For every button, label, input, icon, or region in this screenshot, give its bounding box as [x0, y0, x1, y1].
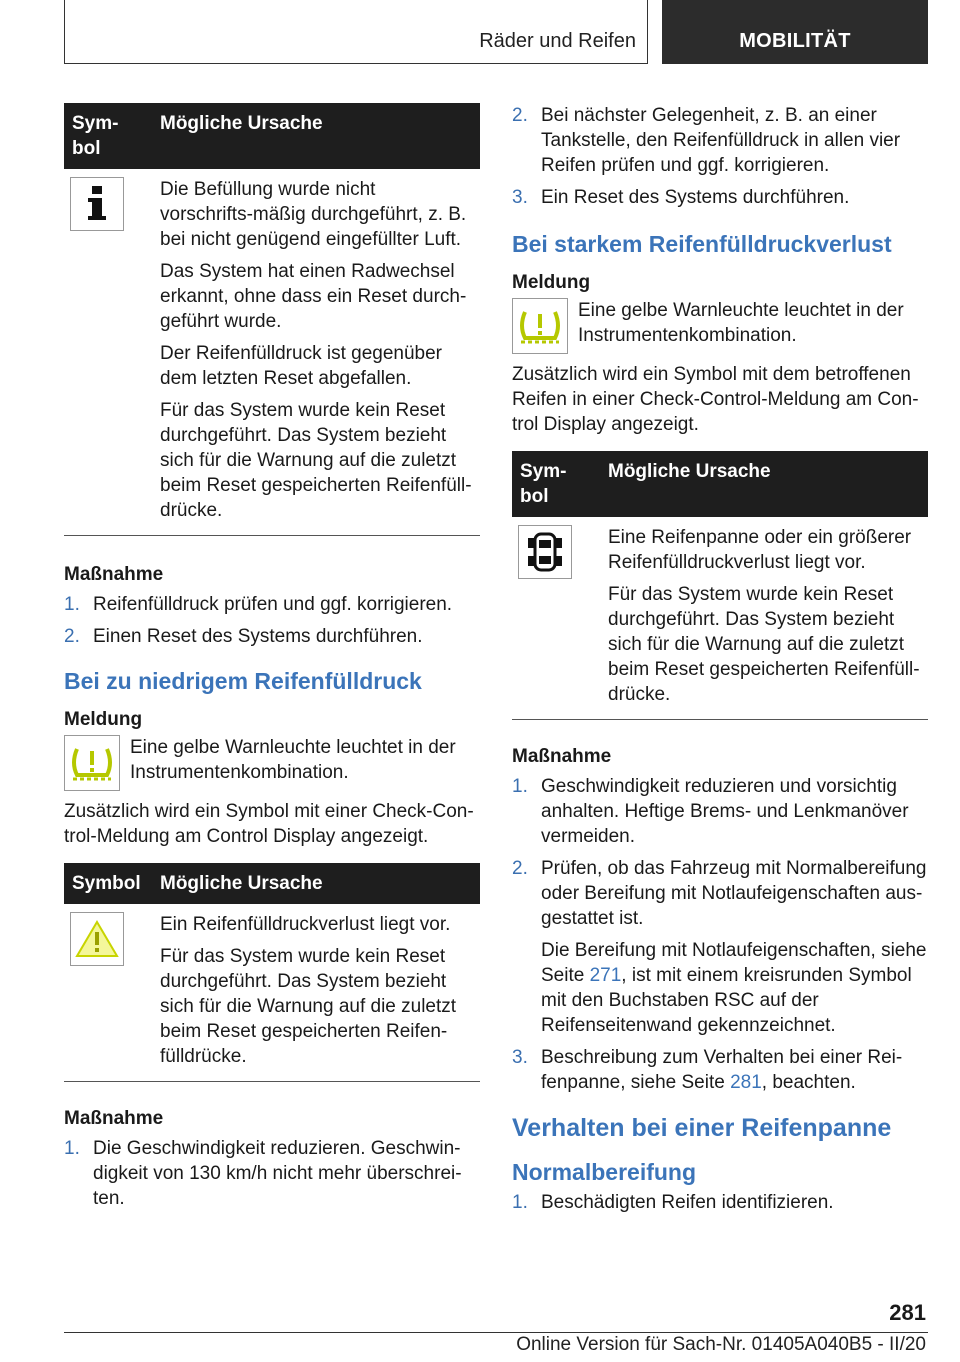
measure-list — [64, 1136, 480, 1211]
table-row — [512, 517, 928, 720]
message-extra: Zusätzlich wird ein Symbol mit einer Check-Con-trol-Meldung am Control Display angezeigt. — [64, 801, 474, 847]
cause-text: Für das System wurde kein Reset durchgeführt. Das System bezieht sich für die Warnung auf die zuletzt beim Reset gespeicherten Reifenfüll-drücke. — [160, 400, 472, 521]
message-extra: Zusätzlich wird ein Symbol mit dem betroffenen Reifen in einer Check-Control-Meldung am Con-trol Display angezeigt. — [512, 364, 919, 435]
table-header-symbol: Sym- bol — [64, 103, 152, 169]
chapter-tab[interactable]: MOBILITÄT — [662, 0, 928, 64]
page-number: 281 — [889, 1300, 926, 1325]
cause-table-1 — [64, 103, 480, 536]
message-title: Meldung — [64, 709, 143, 730]
list-item: 2. Prüfen, ob das Fahrzeug mit Normalbereifung oder Bereifung mit Notlaufeigenschaften aus-gestattet ist. Die Bereifung mit Notlaufeigenschaften, siehe Seite 271, ist mit einem kreisrunden Symbol mit den Buchstaben RSC auf der Reifenseitenwand gekennzeichnet. — [512, 858, 927, 1036]
warning-triangle-icon — [70, 912, 124, 966]
message-block — [512, 298, 928, 354]
list-item: 3. Ein Reset des Systems durchführen. — [512, 187, 850, 208]
measure-title: Maßnahme — [64, 564, 164, 585]
list-item: 2. Einen Reset des Systems durchführen. — [64, 626, 423, 647]
page-link-271[interactable]: 271 — [589, 965, 622, 986]
cause-text: Für das System wurde kein Reset durchgeführt. Das System bezieht sich für die Warnung auf die zuletzt beim Reset gespeicherten Reifenfüll-drücke. — [608, 584, 920, 705]
table-row — [64, 904, 480, 1082]
list-item: 1. Beschädigten Reifen identifizieren. — [512, 1192, 834, 1213]
cause-text: Der Reifenfülldruck ist gegenüber dem letzten Reset abgefallen. — [160, 343, 442, 389]
table-row — [64, 169, 480, 536]
measure-title: Maßnahme — [512, 746, 612, 767]
section-heading: Bei zu niedrigem Reifenfülldruck — [64, 668, 422, 694]
left-column — [64, 103, 480, 1218]
subsection-heading: Normalbereifung — [512, 1159, 697, 1185]
table-header-cause: Mögliche Ursache — [152, 103, 480, 169]
tire-pressure-warning-icon — [64, 735, 120, 791]
measure-title: Maßnahme — [64, 1108, 164, 1129]
message-text: Eine gelbe Warnleuchte leuchtet in der Instrumentenkombination. — [130, 737, 456, 783]
section-heading: Bei starkem Reifenfülldruckverlust — [512, 231, 892, 257]
section-title: Räder und Reifen — [479, 30, 636, 52]
cause-text: Das System hat einen Radwechsel erkannt, ohne dass ein Reset durch-geführt wurde. — [160, 261, 467, 332]
list-item: 3. Beschreibung zum Verhalten bei einer Rei-fenpanne, siehe Seite 281, beachten. — [512, 1047, 903, 1093]
measure-list — [64, 592, 480, 649]
tire-pressure-warning-icon — [512, 298, 568, 354]
right-column — [512, 103, 928, 1222]
list-item: 1. Reifenfülldruck prüfen und ggf. korrigieren. — [64, 594, 453, 615]
car-tire-icon — [518, 525, 572, 579]
list-item: 1. Die Geschwindigkeit reduzieren. Geschwin-digkeit von 130 km/h nicht mehr überschrei-ten. — [64, 1138, 462, 1209]
list-item: 2. Bei nächster Gelegenheit, z. B. an einer Tankstelle, den Reifenfülldruck in allen vier Reifen prüfen und ggf. korrigieren. — [512, 105, 901, 176]
cause-table-3 — [512, 451, 928, 720]
measure-list — [512, 1190, 928, 1215]
page-link-281[interactable]: 281 — [730, 1072, 762, 1093]
cause-table-2 — [64, 863, 480, 1082]
cause-text: Eine Reifenpanne oder ein größerer Reifenfülldruckverlust liegt vor. — [608, 527, 912, 573]
message-text: Eine gelbe Warnleuchte leuchtet in der Instrumentenkombination. — [578, 300, 904, 346]
table-header-symbol: Sym- bol — [512, 451, 600, 517]
footer-divider — [64, 1332, 928, 1333]
list-item: 1. Geschwindigkeit reduzieren und vorsichtig anhalten. Heftige Brems- und Lenkmanöver vermeiden. — [512, 776, 909, 847]
message-title: Meldung — [512, 272, 591, 293]
cause-text: Ein Reifenfülldruckverlust liegt vor. — [160, 914, 451, 935]
info-icon — [70, 177, 124, 231]
message-block — [64, 735, 480, 791]
measure-list — [512, 774, 928, 1095]
section-heading: Verhalten bei einer Reifenpanne — [512, 1114, 892, 1142]
cause-text: Für das System wurde kein Reset durchgeführt. Das System bezieht sich für die Warnung auf die zuletzt beim Reset gespeicherten Reifen-fülldrücke. — [160, 946, 457, 1067]
measure-list-continued — [512, 103, 928, 210]
cause-text: Die Befüllung wurde nicht vorschrifts-mäßig durchgeführt, z. B. bei nicht genügend eingefüllter Luft. — [160, 179, 467, 250]
footer-text: Online Version für Sach-Nr. 01405A040B5 - II/20 — [516, 1334, 926, 1355]
table-header-cause: Mögliche Ursache — [600, 451, 928, 517]
table-header-symbol: Symbol — [64, 863, 152, 904]
table-header-cause: Mögliche Ursache — [152, 863, 480, 904]
